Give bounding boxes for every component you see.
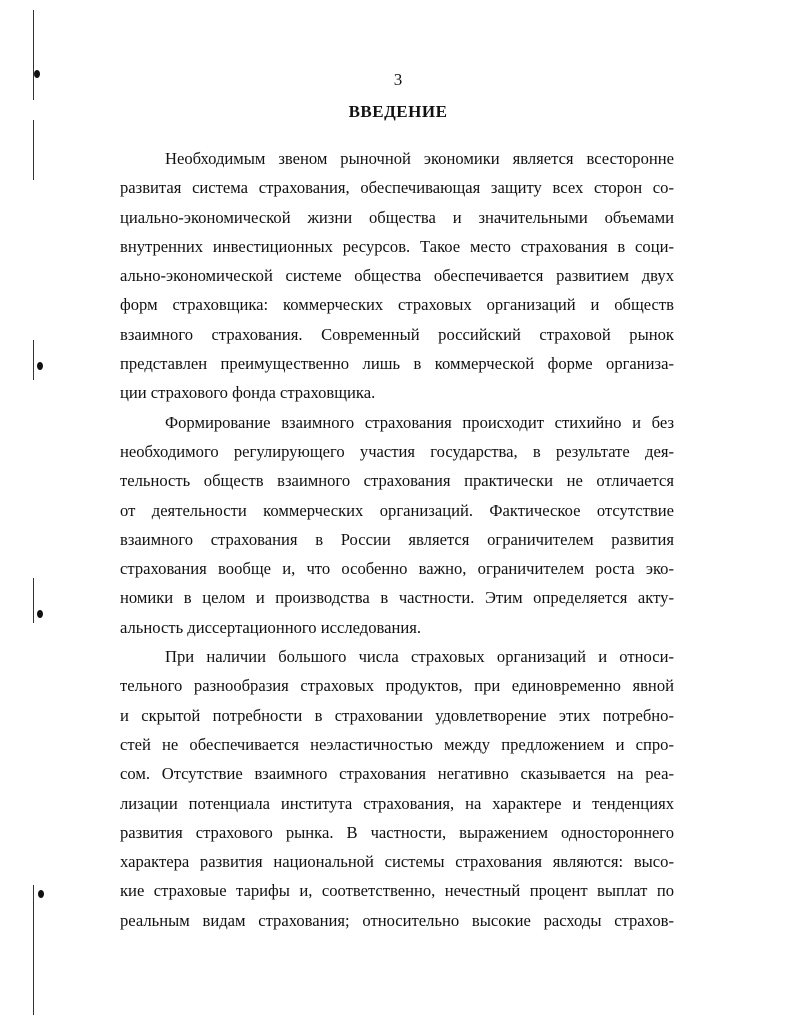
text-line: тельного разнообразия страховых продуктов, при единовременно явной — [120, 676, 674, 696]
text-line: ции страхового фонда страховщика. — [120, 383, 376, 403]
text-line: страхования вообще и, что особенно важно, ограничителем роста эко- — [120, 559, 674, 579]
scan-edge-dot — [38, 890, 44, 898]
text-line: номики в целом и производства в частности. Этим определяется акту- — [120, 588, 674, 608]
scan-edge-line — [33, 885, 34, 1015]
page-number: 3 — [393, 70, 403, 89]
text-line: и скрытой потребности в страховании удовлетворение этих потребно- — [120, 705, 674, 725]
text-line: взаимного страхования. Современный российский страховой рынок — [120, 324, 674, 344]
text-line: развития страхового рынка. В частности, выражением одностороннего — [120, 822, 674, 842]
text-line: альность диссертационного исследования. — [120, 617, 422, 637]
text-line: сом. Отсутствие взаимного страхования негативно сказывается на реа- — [120, 764, 674, 784]
body-text — [120, 144, 674, 935]
scan-edge-dot — [37, 610, 43, 618]
text-line: стей не обеспечивается неэластичностью между предложением и спро- — [120, 734, 674, 754]
text-line: тельность обществ взаимного страхования практически не отличается — [120, 471, 674, 491]
text-line: от деятельности коммерческих организаций. Фактическое отсутствие — [120, 500, 674, 520]
text-line: Необходимым звеном рыночной экономики является всесторонне — [165, 149, 674, 168]
scan-edge-dot — [37, 362, 43, 370]
text-line: развитая система страхования, обеспечивающая защиту всех сторон со- — [120, 178, 674, 198]
text-line: взаимного страхования в России является ограничителем развития — [120, 529, 674, 549]
text-line: характера развития национальной системы страхования являются: высо- — [120, 852, 674, 872]
scan-edge-line — [33, 340, 34, 380]
text-line: Формирование взаимного страхования происходит стихийно и без — [165, 412, 674, 432]
text-line: ально-экономической системе общества обеспечивается развитием двух — [120, 266, 674, 286]
scan-edge-line — [33, 120, 34, 180]
text-line: кие страховые тарифы и, соответственно, нечестный процент выплат по — [120, 881, 674, 901]
text-line: представлен преимущественно лишь в коммерческой форме организа- — [120, 354, 674, 374]
text-line: необходимого регулирующего участия государства, в результате дея- — [120, 441, 674, 461]
text-line: реальным видам страхования; относительно высокие расходы страхов- — [120, 910, 674, 930]
text-line: форм страховщика: коммерческих страховых организаций и обществ — [120, 295, 674, 315]
text-line: циально-экономической жизни общества и значительными объемами — [120, 207, 674, 227]
text-line: лизации потенциала института страхования, на характере и тенденциях — [120, 793, 674, 813]
text-line: внутренних инвестиционных ресурсов. Такое место страхования в соци- — [120, 236, 674, 256]
section-title: ВВЕДЕНИЕ — [348, 102, 448, 121]
text-line: При наличии большого числа страховых организаций и относи- — [165, 647, 674, 667]
scan-edge-line — [33, 578, 34, 623]
